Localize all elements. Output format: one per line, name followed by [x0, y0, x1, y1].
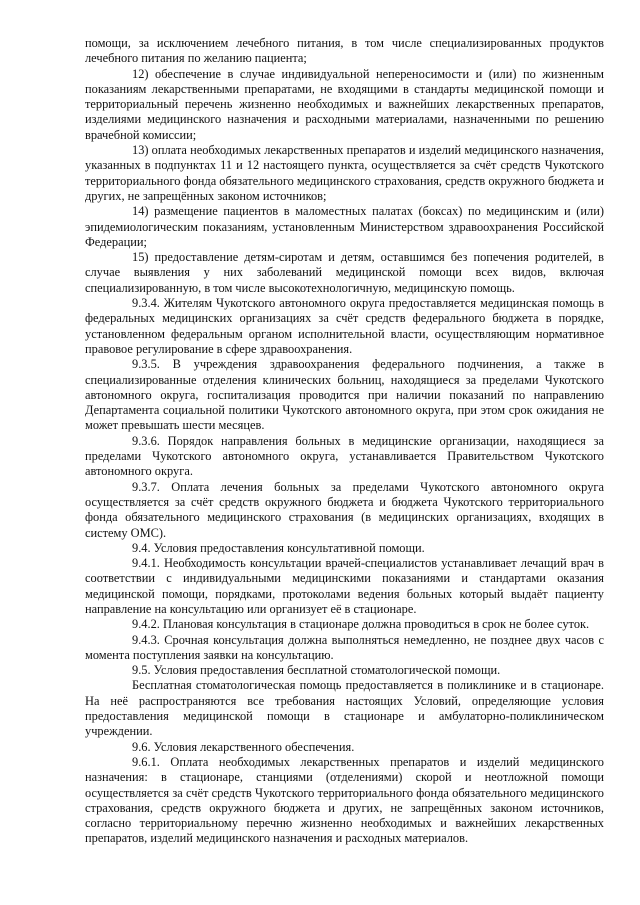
section-heading-9-6: 9.6. Условия лекарственного обеспечения. [132, 739, 355, 754]
paragraph-9-3-6: 9.3.6. Порядок направления больных в медицинские организации, находящиеся за пределами Чукотского автономного округа, устанавливается Правительством Чукотского автономного округа. [85, 433, 604, 479]
paragraph-9-6-1: 9.6.1. Оплата необходимых лекарственных препаратов и изделий медицинского назначения: в стационаре, станциями (отделениями) скорой и неотложной помощи осуществляется за счёт средств Чукотского территориального фонда обязательного медицинского страхования, средств окружного бюджета и других, не запрещённых законом источников, согласно территориальному перечню жизненно необходимых и важнейших лекарственных препаратов, изделий медицинского назначения и расходных материалов. [85, 754, 604, 846]
paragraph-9-4-1: 9.4.1. Необходимость консультации врачей-специалистов устанавливает лечащий врач в соответствии с индивидуальными медицинскими показаниями и стандартами оказания медицинской помощи, порядками, протоколами ведения больных который выдаёт пациенту направление на консультацию или организует её в стационаре. [85, 556, 604, 616]
paragraph-item-14: 14) размещение пациентов в маломестных палатах (боксах) по медицинским и (или) эпидемиологическим показаниям, установленным Министерством здравоохранения Российской Федерации; [85, 204, 604, 249]
paragraph-9-3-4: 9.3.4. Жителям Чукотского автономного округа предоставляется медицинская помощь в федеральных медицинских организациях за счёт средств федерального бюджета в порядке, установленном федеральным органом исполнительной власти, осуществляющим нормативное правовое регулирование в сфере здравоохранения. [85, 296, 604, 356]
paragraph-continuation: помощи, за исключением лечебного питания, в том числе специализированных продуктов лечебного питания по желанию пациента; [85, 36, 604, 66]
paragraph-item-13: 13) оплата необходимых лекарственных препаратов и изделий медицинского назначения, указанных в подпунктах 11 и 12 настоящего пункта, осуществляется за счёт средств Чукотского территориального фонда обязательного медицинского страхования, средств окружного бюджета и других, не запрещённых законом источников; [85, 143, 604, 203]
paragraph-item-15: 15) предоставление детям-сиротам и детям, оставшимся без попечения родителей, в случае выявления у них заболеваний медицинской помощи всех видов, включая специализированную, в том числе высокотехнологичную, медицинскую помощь. [85, 250, 604, 295]
paragraph-item-12: 12) обеспечение в случае индивидуальной непереносимости и (или) по жизненным показаниям лекарственными препаратами, не входящими в стандарты медицинской помощи и территориальный перечень жизненно необходимых и важнейших лекарственных препаратов, изделиями медицинского назначения и расходными материалами, назначенными по решению врачебной комиссии; [85, 66, 604, 142]
document-page [85, 36, 604, 847]
section-heading-9-5: 9.5. Условия предоставления бесплатной стоматологической помощи. [132, 663, 501, 678]
paragraph-9-4-2: 9.4.2. Плановая консультация в стационаре должна проводиться в срок не более суток. [132, 617, 590, 632]
paragraph-9-3-7: 9.3.7. Оплата лечения больных за пределами Чукотского автономного округа осуществляется за счёт средств окружного бюджета и бюджета Чукотского территориального фонда обязательного медицинского страхования (в медицинских организациях, входящих в систему ОМС). [85, 479, 604, 540]
paragraph-9-3-5: 9.3.5. В учреждения здравоохранения федерального подчинения, а также в специализированные отделения клинических больниц, находящиеся за пределами Чукотского автономного округа, госпитализация проводится при наличии показаний по направлению Департамента социальной политики Чукотского автономного округа, при этом срок ожидания не может превышать шести месяцев. [85, 357, 604, 433]
paragraph-9-4-3: 9.4.3. Срочная консультация должна выполняться немедленно, не позднее двух часов с момента поступления заявки на консультацию. [85, 632, 604, 662]
paragraph-dental-care: Бесплатная стоматологическая помощь предоставляется в поликлинике и в стационаре. На неё распространяются все требования настоящих Условий, определяющие условия предоставления медицинской помощи в стационаре и амбулаторно-поликлиническом учреждении. [85, 678, 604, 739]
section-heading-9-4: 9.4. Условия предоставления консультативной помощи. [132, 540, 425, 555]
